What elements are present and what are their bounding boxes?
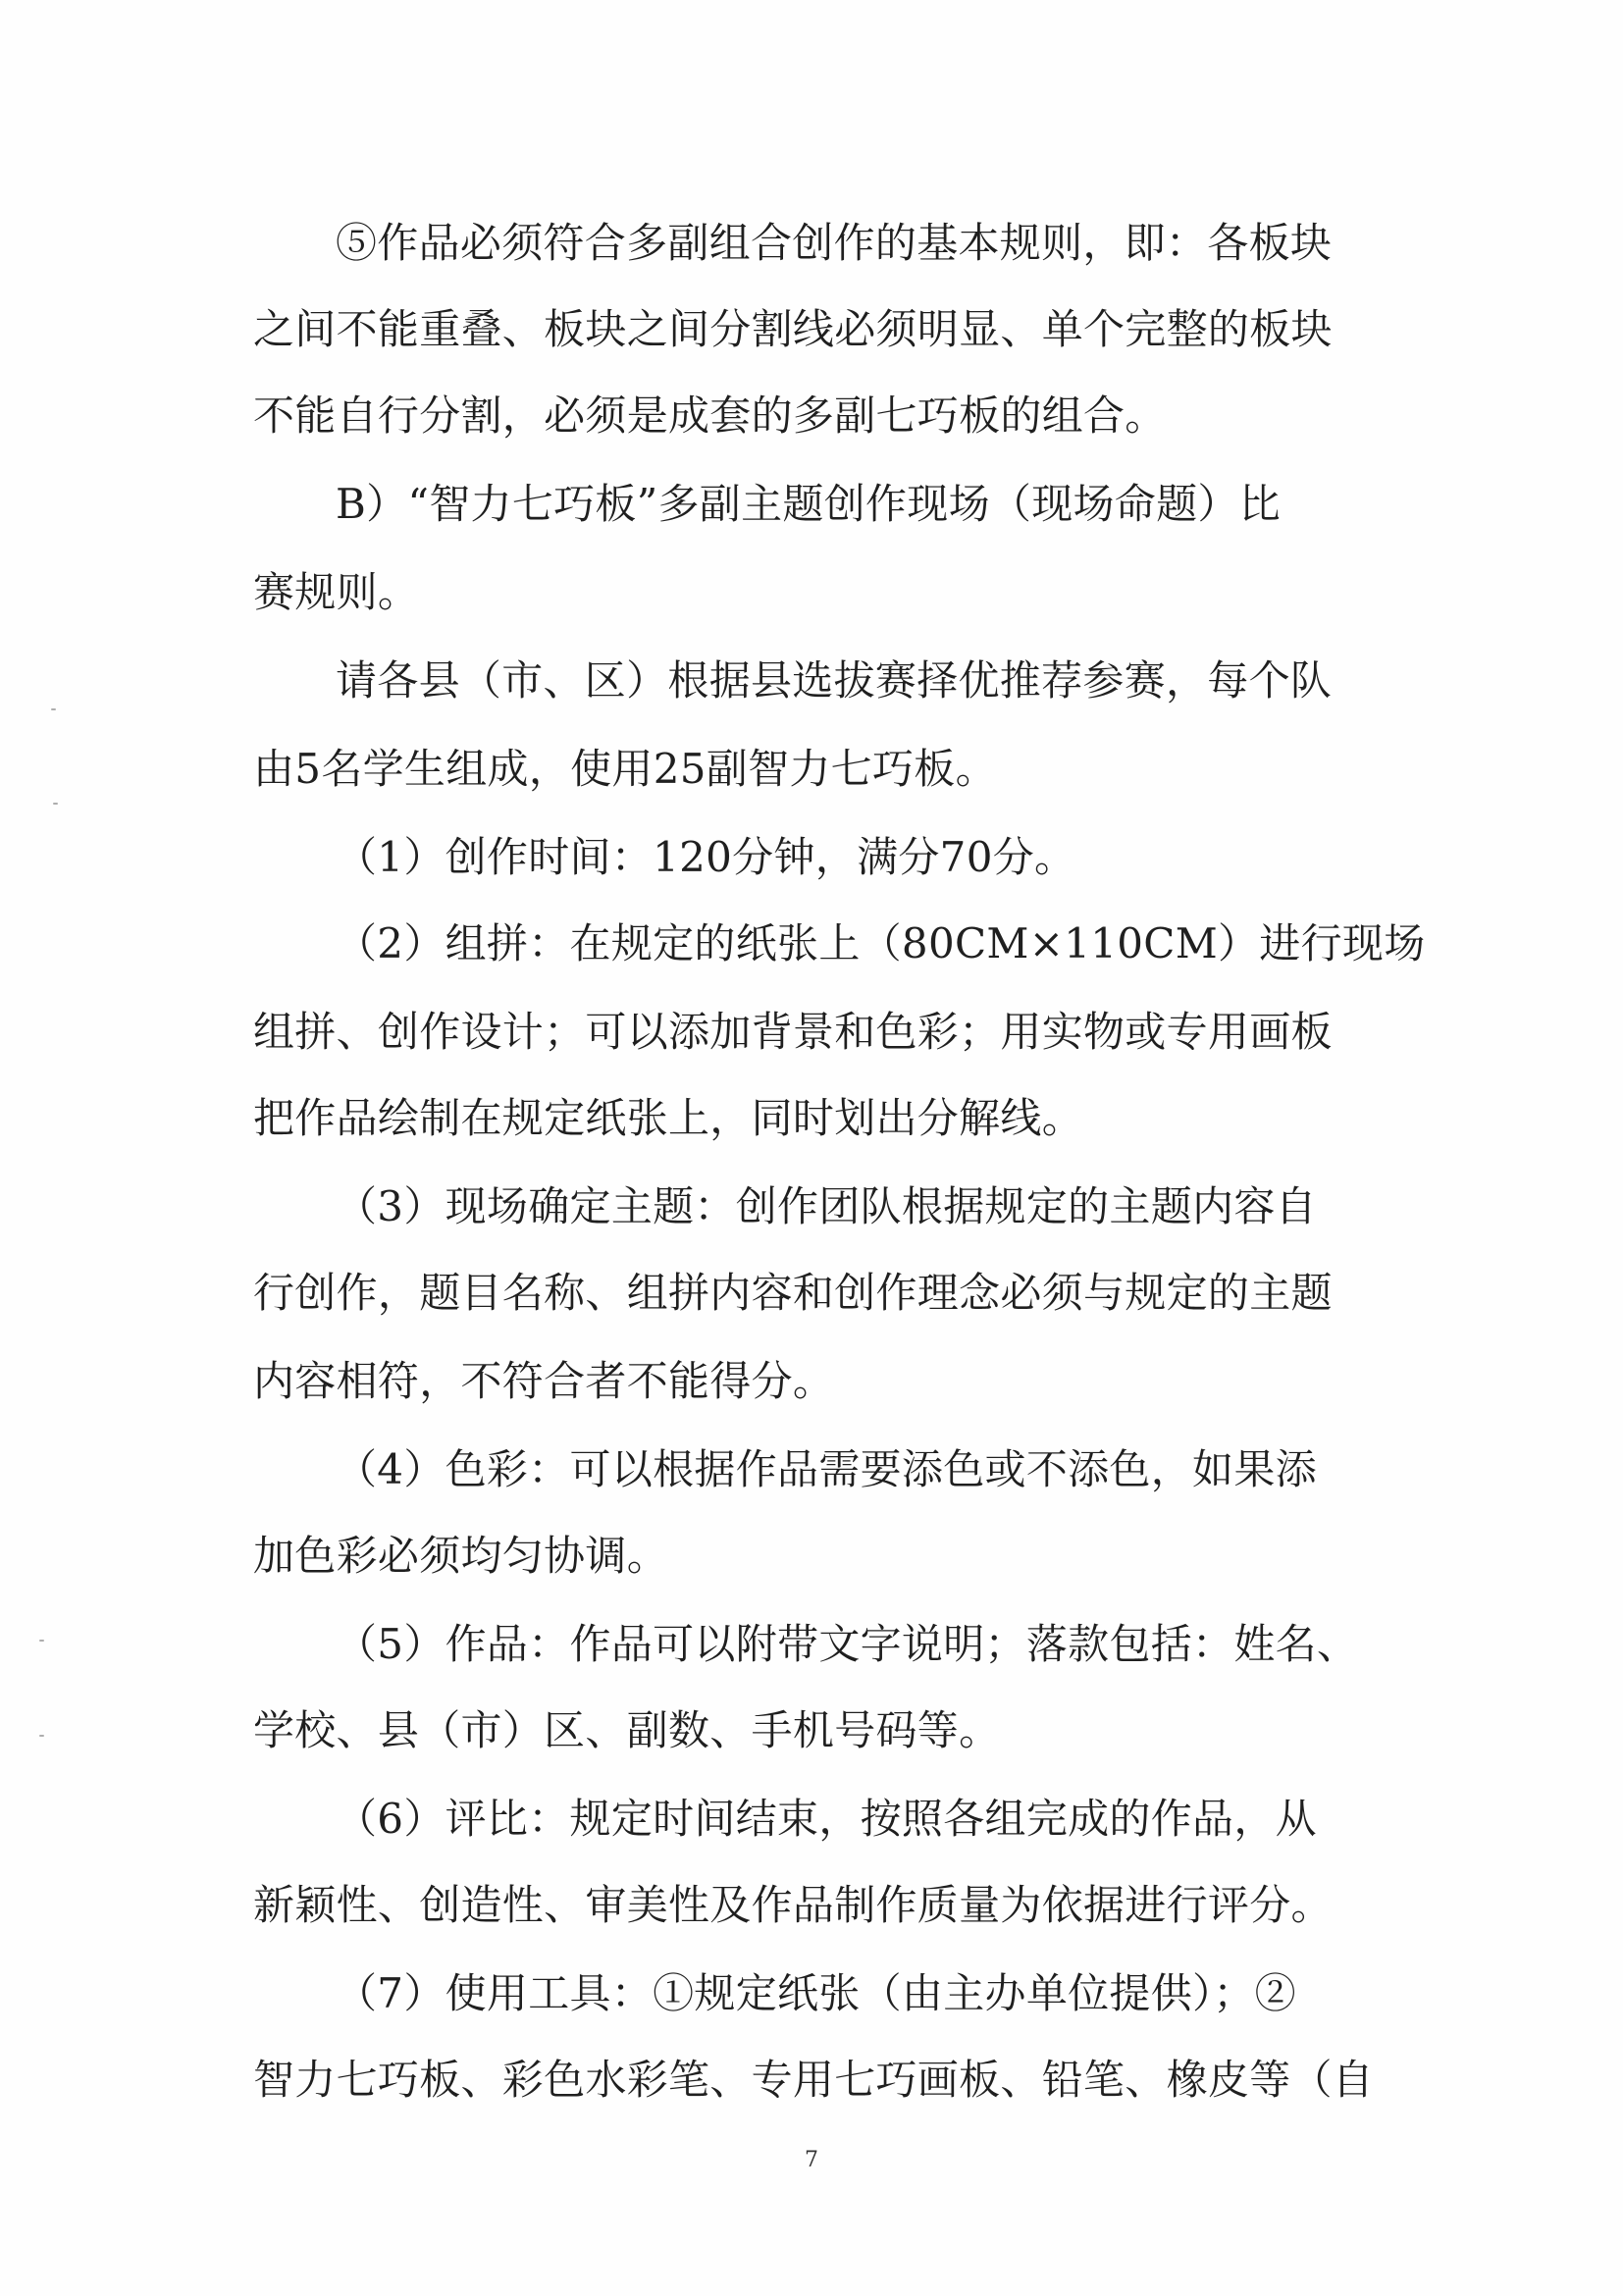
text-line: 学校、县（市）区、副数、手机号码等。 [253, 1706, 1001, 1754]
text-line: 请各县（市、区）根据县选拔赛择优推荐参赛，每个队 [336, 656, 1333, 704]
text-line: ⑤作品必须符合多副组合创作的基本规则，即：各板块 [336, 219, 1333, 267]
text-line: （6）评比：规定时间结束，按照各组完成的作品，从 [336, 1795, 1317, 1843]
text-line: （2）组拼：在规定的纸张上（80CM×110CM）进行现场 [336, 919, 1426, 967]
text-line: （5）作品：作品可以附带文字说明；落款包括：姓名、 [336, 1620, 1359, 1668]
text-line: 由5名学生组成，使用25副智力七巧板。 [253, 745, 997, 793]
scan-speck [39, 1640, 44, 1642]
text-line: 加色彩必须均匀协调。 [253, 1532, 669, 1580]
scan-speck [39, 1735, 44, 1737]
scan-speck [51, 708, 56, 710]
text-line: 内容相符，不符合者不能得分。 [253, 1357, 835, 1405]
text-line: 行创作，题目名称、组拼内容和创作理念必须与规定的主题 [253, 1269, 1333, 1317]
text-line: （7）使用工具：①规定纸张（由主办单位提供）；② [336, 1969, 1296, 2017]
text-line: 把作品绘制在规定纸张上，同时划出分解线。 [253, 1094, 1084, 1142]
text-line: （3）现场确定主题：创作团队根据规定的主题内容自 [336, 1182, 1317, 1230]
page-number: 7 [805, 2148, 818, 2172]
text-line: 赛规则。 [253, 568, 420, 616]
text-line: 新颖性、创造性、审美性及作品制作质量为依据进行评分。 [253, 1881, 1333, 1929]
text-line: 不能自行分割，必须是成套的多副七巧板的组合。 [253, 391, 1167, 440]
text-line: B）“智力七巧板”多副主题创作现场（现场命题）比 [336, 480, 1282, 528]
text-line: 组拼、创作设计；可以添加背景和色彩；用实物或专用画板 [253, 1008, 1333, 1056]
scan-speck [53, 803, 58, 805]
text-line: （1）创作时间：120分钟，满分70分。 [336, 833, 1076, 881]
text-line: （4）色彩：可以根据作品需要添色或不添色，如果添 [336, 1445, 1317, 1493]
text-line: 智力七巧板、彩色水彩笔、专用七巧画板、铅笔、橡皮等（自 [253, 2056, 1375, 2104]
text-line: 之间不能重叠、板块之间分割线必须明显、单个完整的板块 [253, 305, 1333, 353]
